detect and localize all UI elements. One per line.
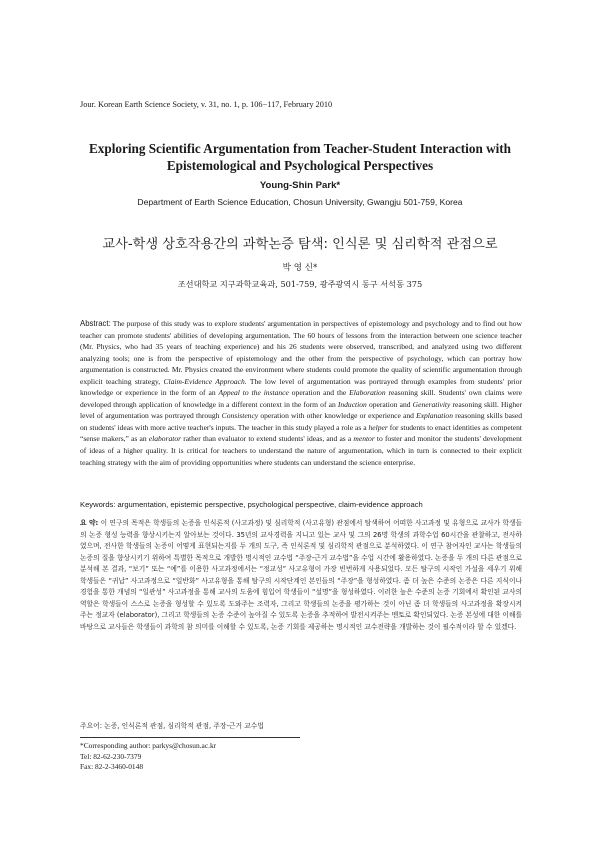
abstract-text: reasoning skill. Higher level of argumentation was portrayed through [80, 399, 522, 421]
abstract-italic: Induction [337, 399, 367, 409]
abstract-text: reasoning skills based on students' ideas with more active teacher's inputs. The teacher in this study played a role as a [80, 411, 522, 432]
abstract-italic: mentor [353, 434, 375, 444]
abstract-text: rather than evaluator to extend students' ideas, and as a [181, 434, 354, 444]
abstract-italic: Elaboration [349, 388, 386, 398]
keywords-english: Keywords: argumentation, epistemic perspective, psychological perspective, claim-evidence approach [80, 500, 423, 509]
title-korean: 교사-학생 상호작용간의 과학논증 탐색: 인식론 및 심리학적 관점으로 [102, 237, 498, 252]
abstract-text: operation and the [288, 388, 350, 398]
telephone: Tel: 82-62-230-7379 [80, 751, 142, 761]
abstract-korean-text: 이 연구의 목적은 학생들의 논증을 인식론적 (사고과정) 및 심리학적 (사고유형) 관점에서 탐색하여 어떠한 사고과정 및 유형으로 교사가 학생들의 논증 형성 능력을 향상시키는지 알아보는 것이다. 35년의 교사경력을 지니고 있는 교사 및 그의 26명 학생의 과학수업 60시간을 관찰하고, 전사하였으며, 전사한 학생들의 논증이 어떻게 표현되는지를 두 개의 도구, 즉 인식론적 및 심리학적 관점으로 분석하였다. 이 연구 참여자인 교사는 학생들의 논증의 질을 향상시키기 위하여 특별한 목적으로 개발한 명시적인 교수법 “주장-근거 교수법”을 수업 시간에 활용하였다. 논증을 두 개의 다른 관점으로 분석해 본 결과, “보기” 또는 “예”를 이용한 사고과정에서는 “정교성” 사고유형이 가장 빈번하게 사용되었다. 모든 탐구의 시작인 가설을 세우기 위해 학생들은 “귀납” 사고과정으로 “일반화” 사고유형을 통해 탐구의 시작단계인 본인들의 “주장”을 형성하였다. 좀 더 높은 수준의 논증은 다른 지식이나 경험을 통한 개념의 “일관성” 사고과정을 통해 교사의 도움에 힘입어 학생들이 “설명”을 형성하였다. 이러한 높은 수준의 논증 기회에서 확인된 교사의 역할은 학생들이 스스로 논증을 형성할 수 있도록 도와주는 조력자, 그리고 학생들의 논증을 평가하는 것이 아닌 좀 더 학생들의 사고과정을 확장시켜 주는 정교자 (elaborator), 그리고 학생들의 논증 수준이 높아질 수 있도록 논증을 추적하여 발전시켜주는 멘토로 확인되었다. 논증 본성에 대한 이해를 바탕으로 교사들은 학생들이 과학의 참 의미를 이해할 수 있도록, 논증 기회를 제공하는 명시적인 교수전략을 개발하는 것이 필수적이라 할 수 있겠다. [80, 519, 522, 631]
abstract-korean [80, 518, 522, 633]
footnote-divider [80, 737, 300, 738]
author-english: Young-Shin Park* [259, 180, 341, 191]
abstract-text: The purpose of this study was to explore students' argumentation in perspectives of epistemology and psychology and to find out how teacher can promote students' abilities of developing argumentation. The 60 hours of lessons from the interaction between one science teacher (Mr. Physics, who had 35 years of teaching experience) and his 26 students were observed, transcribed, and analyzed using two different analyzing tools; one is from the perspective of epistemology and the other from the perspective of psychology, which can portray how argumentation is constructed. Mr. Physics created the environment where students could promote the quality of scientific argumentation through explicit teaching strategy, [80, 319, 522, 386]
author-korean: 박 영 신* [282, 263, 318, 273]
affiliation-english: Department of Earth Science Education, Chosun University, Gwangju 501-759, Korea [137, 197, 463, 207]
affiliation-korean: 조선대학교 지구과학교육과, 501-759, 광주광역시 동구 서석동 375 [177, 279, 423, 289]
abstract-text: reasoning skill. Students' own claims were developed through application of knowledge in a different context in the form of an [80, 388, 522, 409]
abstract-italic: Appeal to the instance [218, 388, 289, 398]
keywords-korean: 주요어: 논증, 인식론적 관점, 심리학적 관점, 주장-근거 교수법 [80, 722, 264, 730]
abstract-label: Abstract: [80, 319, 111, 328]
abstract-italic: Explanation [416, 411, 453, 421]
fax: Fax: 82-2-3460-0148 [80, 762, 144, 772]
title-english-line1: Exploring Scientific Argumentation from Teacher-Student Interaction with [89, 141, 511, 156]
abstract-italic: helper [368, 422, 388, 432]
abstract-english [80, 318, 522, 468]
title-english-line2: Epistemological and Psychological Perspectives [166, 158, 434, 173]
abstract-italic: Generativity [412, 399, 451, 409]
abstract-text: operation and [366, 399, 413, 409]
abstract-italic: elaborator [148, 434, 182, 444]
title-english [60, 140, 540, 174]
abstract-italic: Claim-Evidence Approach. [163, 376, 247, 386]
abstract-text: for students to enact identities as competent “sense makers,” as an [80, 422, 523, 444]
abstract-text: to foster and monitor the students' development of ideas of a higher quality. It is critical for teachers to understand the nature of argumentation, which in turn is connected to their explicit teaching strategy with the aim of providing opportunities where students can understand the science enterprise. [80, 434, 522, 467]
abstract-italic: Consistency [221, 411, 259, 421]
contact-footnote [80, 741, 216, 773]
abstract-text: operation with other knowledge or experience and [258, 411, 417, 421]
abstract-text: The low level of argumentation was portrayed through examples from students' prior knowledge or experience in the form of an [80, 376, 522, 398]
corresponding-author: *Corresponding author: parkys@chosun.ac.kr [80, 741, 217, 750]
abstract-korean-label: 요 약: [80, 519, 99, 527]
journal-reference: Jour. Korean Earth Science Society, v. 31, no. 1, p. 106−117, February 2010 [80, 100, 333, 109]
